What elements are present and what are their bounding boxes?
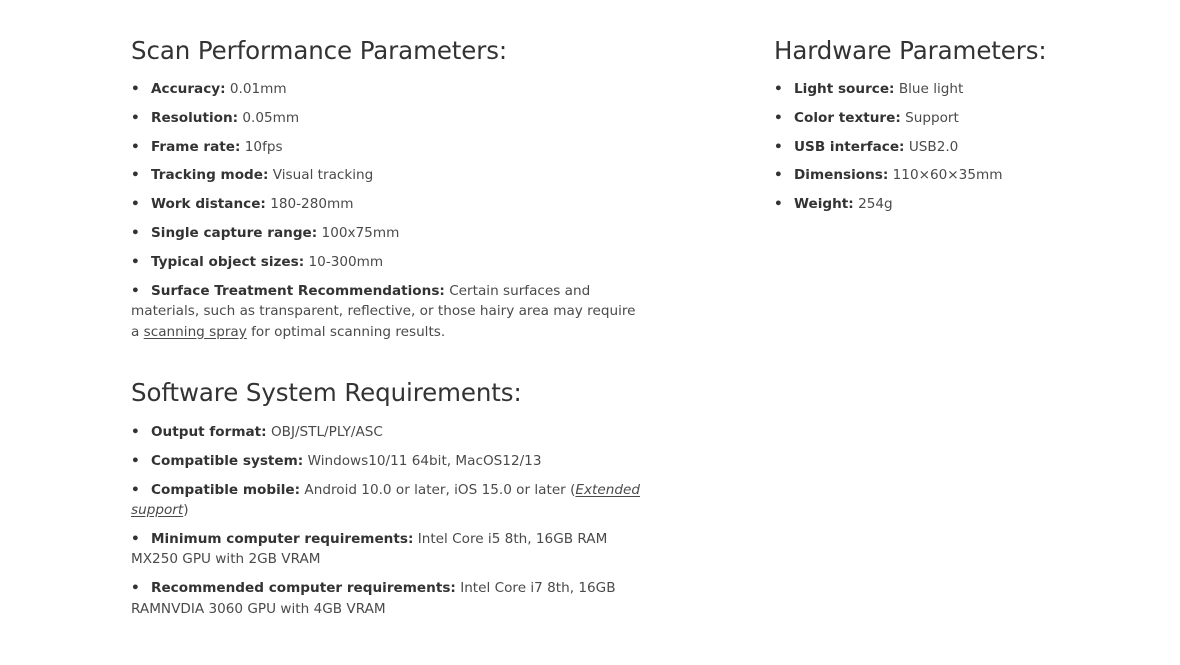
bullet: •	[131, 224, 140, 241]
bullet: •	[131, 580, 140, 597]
bullet: •	[131, 167, 140, 184]
bullet: •	[131, 481, 140, 498]
spec-label: Surface Treatment Recommendations:	[151, 282, 445, 299]
spec-value: 110×60×35mm	[892, 167, 1003, 184]
spec-label: Light source:	[794, 81, 895, 97]
spec-item-frame-rate	[131, 137, 646, 158]
spec-value: 180-280mm	[270, 196, 354, 213]
spec-item-object-sizes	[131, 252, 646, 273]
spec-item-work-distance	[131, 194, 646, 215]
extended-support-link[interactable]: Extended support	[131, 481, 640, 519]
bullet: •	[131, 424, 140, 440]
spec-item-accuracy	[131, 79, 646, 100]
spec-item-light-source	[774, 79, 1154, 100]
spec-item-resolution	[131, 108, 646, 129]
spec-label: Tracking mode:	[151, 167, 269, 184]
bullet: •	[774, 167, 783, 184]
spec-item-dimensions	[774, 165, 1154, 186]
spec-value: Certain surfaces and materials, such as transparent, reflective, or those hairy area may require a	[131, 282, 636, 340]
spec-value: USB2.0	[908, 138, 959, 155]
spec-value: 10-300mm	[308, 253, 384, 270]
spec-value-close: )	[183, 502, 189, 519]
spec-value: Support	[905, 109, 959, 126]
spec-item-compatible-mobile	[131, 480, 646, 521]
spec-value: Visual tracking	[272, 167, 374, 184]
spec-item-tracking-mode	[131, 165, 646, 186]
spec-item-usb-interface	[774, 137, 1154, 158]
spec-value-after: for optimal scanning results.	[251, 323, 446, 340]
bullet: •	[774, 81, 783, 97]
spec-item-weight	[774, 194, 1154, 215]
spec-label: Accuracy:	[151, 81, 226, 97]
bullet: •	[131, 138, 140, 155]
spec-label: Dimensions:	[794, 167, 889, 184]
hardware-parameters-list	[774, 79, 1154, 223]
hardware-parameters-title: Hardware Parameters:	[774, 36, 1047, 65]
scanning-spray-link[interactable]: scanning spray	[143, 323, 247, 340]
spec-value: 100x75mm	[321, 224, 400, 241]
bullet: •	[774, 138, 783, 155]
spec-value: Intel Core i7 8th, 16GB RAMNVDIA 3060 GPU with 4GB VRAM	[131, 580, 616, 617]
scan-performance-title: Scan Performance Parameters:	[131, 36, 508, 65]
bullet: •	[131, 196, 140, 213]
spec-label: Weight:	[794, 196, 854, 213]
scan-performance-list	[131, 79, 646, 350]
software-requirements-list	[131, 422, 646, 627]
spec-value: 10fps	[244, 138, 283, 155]
bullet: •	[131, 81, 140, 97]
bullet: •	[131, 530, 140, 547]
bullet: •	[131, 109, 140, 126]
spec-value: OBJ/STL/PLY/ASC	[270, 424, 383, 440]
spec-label: Color texture:	[794, 109, 901, 126]
spec-value: Intel Core i5 8th, 16GB RAM MX250 GPU with 2GB VRAM	[131, 530, 608, 568]
bullet: •	[131, 452, 140, 469]
bullet: •	[131, 253, 140, 270]
bullet: •	[131, 282, 140, 299]
spec-value: Windows10/11 64bit, MacOS12/13	[307, 452, 542, 469]
spec-item-minimum-requirements	[131, 529, 646, 570]
spec-item-surface-treatment	[131, 281, 646, 343]
spec-label: Minimum computer requirements:	[151, 530, 414, 547]
spec-item-color-texture	[774, 108, 1154, 129]
spec-value: 0.01mm	[229, 81, 287, 97]
spec-label: Typical object sizes:	[151, 253, 305, 270]
spec-item-output-format	[131, 422, 646, 443]
spec-label: Single capture range:	[151, 224, 318, 241]
spec-label: Recommended computer requirements:	[151, 580, 456, 597]
spec-label: Resolution:	[151, 109, 239, 126]
spec-label: Work distance:	[151, 196, 266, 213]
spec-label: Output format:	[151, 424, 267, 440]
spec-label: Compatible mobile:	[151, 481, 301, 498]
spec-item-recommended-requirements	[131, 578, 646, 619]
bullet: •	[774, 109, 783, 126]
software-requirements-title: Software System Requirements:	[131, 378, 522, 407]
spec-label: USB interface:	[794, 138, 905, 155]
spec-value: Blue light	[898, 81, 964, 97]
spec-label: Frame rate:	[151, 138, 241, 155]
spec-value: 254g	[858, 196, 893, 213]
spec-value: Android 10.0 or later, iOS 15.0 or later (	[304, 481, 576, 498]
spec-value: 0.05mm	[242, 109, 300, 126]
spec-item-capture-range	[131, 223, 646, 244]
spec-label: Compatible system:	[151, 452, 304, 469]
spec-item-compatible-system	[131, 451, 646, 472]
bullet: •	[774, 196, 783, 213]
